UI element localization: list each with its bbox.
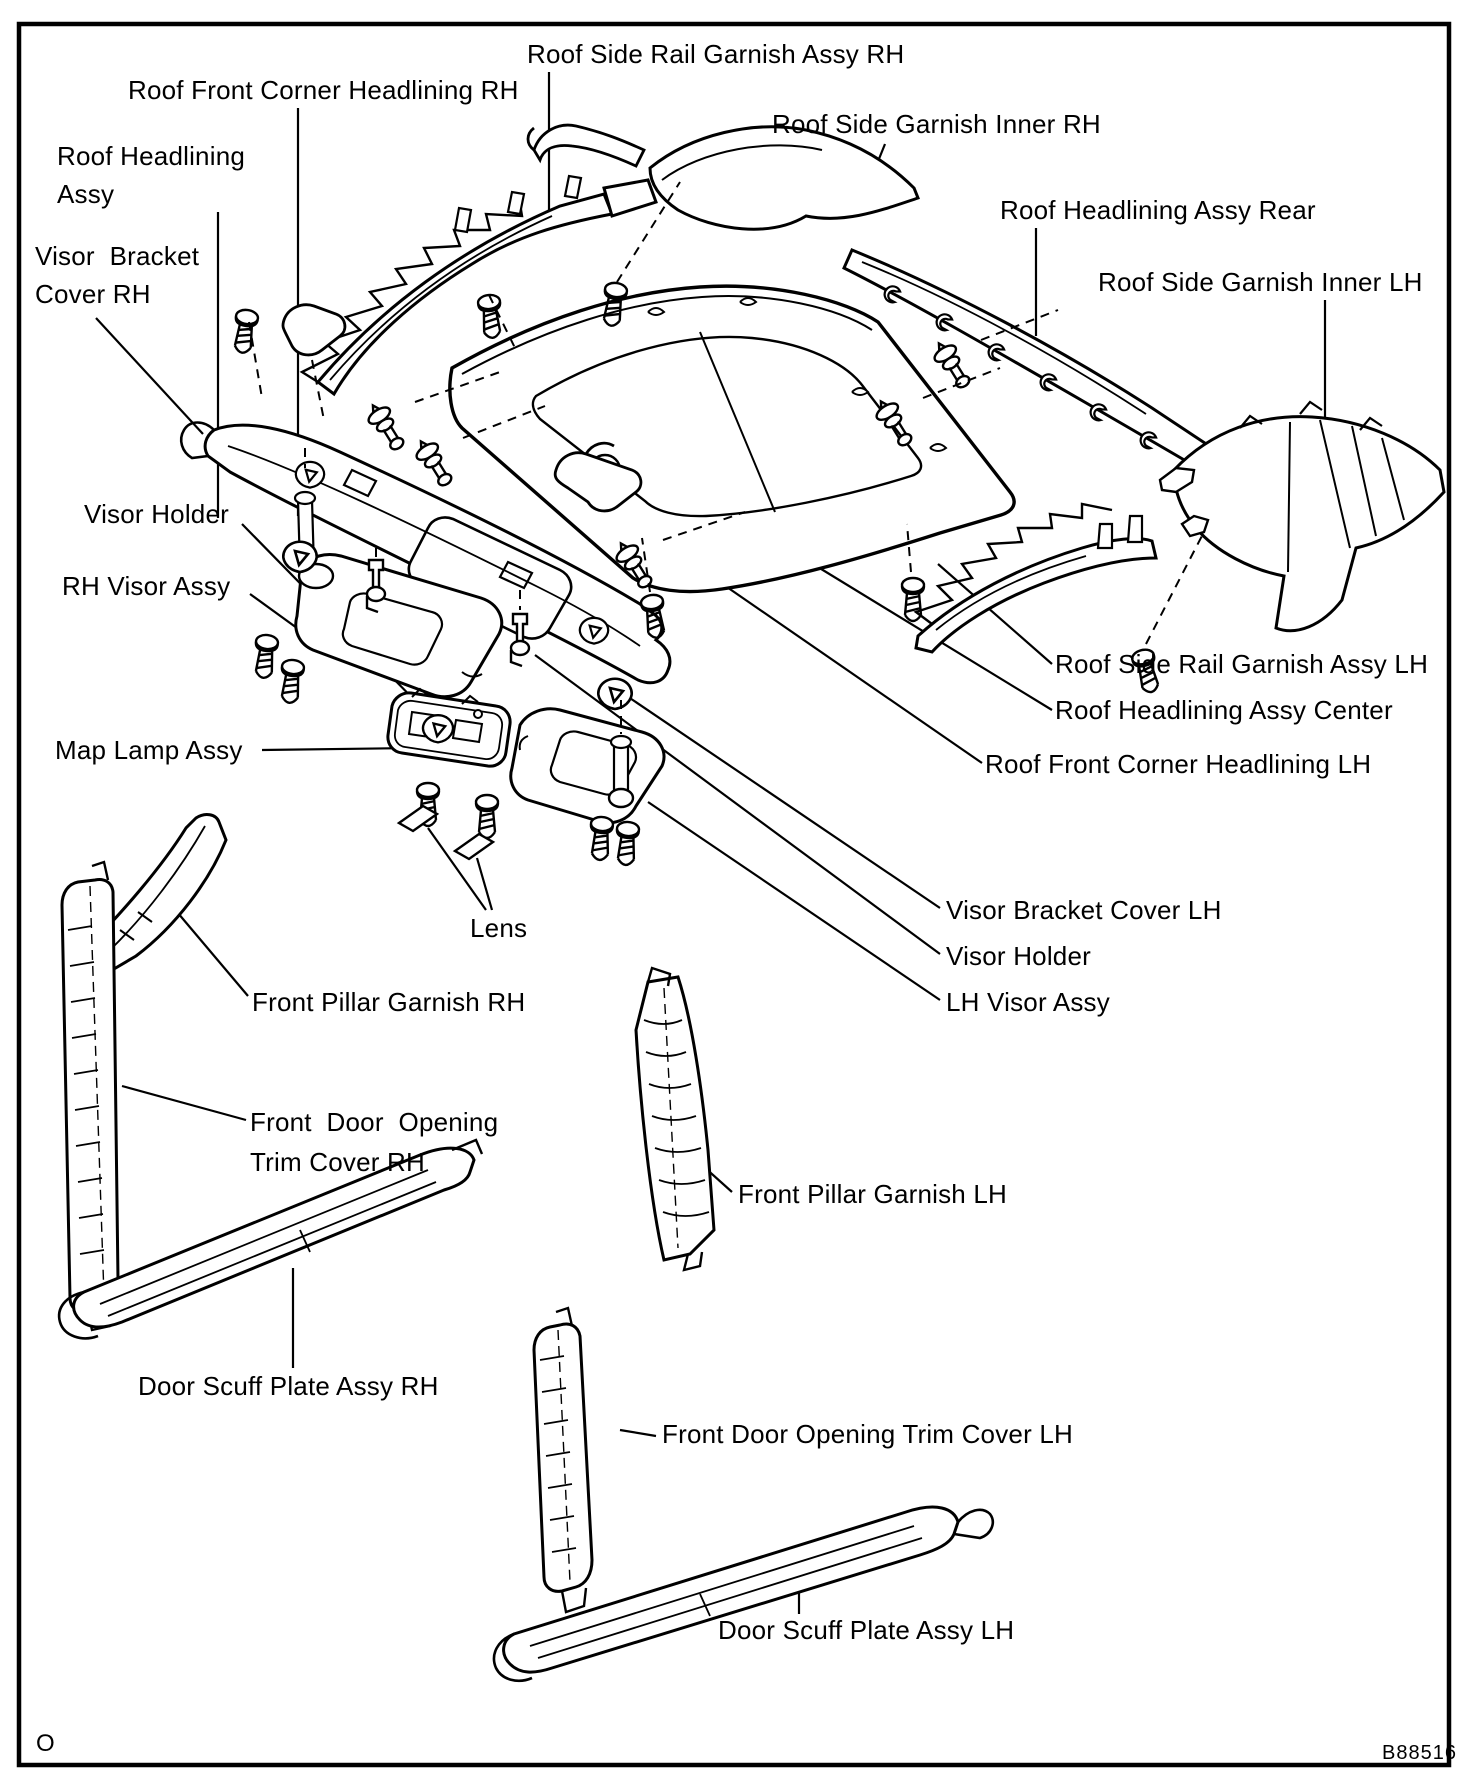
- label-front-pillar-garnish-lh: Front Pillar Garnish LH: [738, 1179, 1008, 1209]
- label-visor-holder-rh: Visor Holder: [84, 499, 229, 529]
- push-pin: [411, 435, 458, 490]
- part-roof-side-garnish-inner-lh: [1174, 402, 1444, 631]
- label-visor-holder-lh: Visor Holder: [946, 941, 1091, 971]
- label-roof-headlining-assy-center: Roof Headlining Assy Center: [1055, 695, 1393, 725]
- label-roof-front-corner-headlining-lh: Roof Front Corner Headlining LH: [985, 749, 1372, 779]
- label-roof-side-rail-garnish-assy-rh: Roof Side Rail Garnish Assy RH: [527, 39, 905, 69]
- label-front-door-opening-trim-cover-rh-line1: Front Door Opening: [250, 1107, 499, 1137]
- label-roof-side-rail-garnish-assy-lh: Roof Side Rail Garnish Assy LH: [1055, 649, 1429, 679]
- push-pin: [363, 399, 410, 454]
- part-lens-1: [399, 806, 437, 831]
- visor-holder-clip-strip: [423, 715, 453, 742]
- label-rh-visor-assy: RH Visor Assy: [62, 571, 231, 601]
- part-front-pillar-garnish-lh: [636, 968, 714, 1270]
- label-roof-front-corner-headlining-rh: Roof Front Corner Headlining RH: [128, 75, 519, 105]
- label-visor-bracket-cover-rh-line1: Visor Bracket: [35, 241, 200, 271]
- label-roof-headlining-assy-line1: Roof Headlining: [57, 141, 246, 171]
- visor-holder-clip-lh: [598, 679, 631, 709]
- part-top-strap-bracket: [528, 125, 644, 166]
- label-visor-bracket-cover-lh: Visor Bracket Cover LH: [946, 895, 1222, 925]
- screw: [231, 309, 259, 355]
- screw: [252, 634, 278, 679]
- part-roof-side-garnish-inner-rh: [650, 127, 918, 229]
- strip-socket-rh: [296, 462, 324, 488]
- label-front-door-opening-trim-cover-lh: Front Door Opening Trim Cover LH: [662, 1419, 1073, 1449]
- label-lens: Lens: [470, 913, 528, 943]
- screw: [902, 578, 924, 621]
- label-visor-bracket-cover-rh-line2: Cover RH: [35, 279, 151, 309]
- part-front-door-opening-trim-cover-lh: [534, 1308, 592, 1612]
- label-lh-visor-assy: LH Visor Assy: [946, 987, 1110, 1017]
- part-lens-2: [455, 834, 493, 859]
- part-front-door-opening-trim-cover-rh: [62, 862, 118, 1330]
- label-door-scuff-plate-assy-lh: Door Scuff Plate Assy LH: [718, 1615, 1015, 1645]
- label-door-scuff-plate-assy-rh: Door Scuff Plate Assy RH: [138, 1371, 439, 1401]
- strip-socket-lh: [580, 618, 608, 644]
- figure-code: B88516: [1382, 1742, 1457, 1764]
- screw: [615, 821, 640, 865]
- visor-holder-clip-rh: [283, 542, 316, 572]
- screw: [476, 795, 498, 838]
- label-map-lamp-assy: Map Lamp Assy: [55, 735, 243, 765]
- label-front-pillar-garnish-rh: Front Pillar Garnish RH: [252, 987, 526, 1017]
- label-front-door-opening-trim-cover-rh-line2: Trim Cover RH: [250, 1147, 425, 1177]
- screw: [589, 816, 614, 860]
- part-lh-visor-assy: [511, 709, 664, 823]
- label-roof-headlining-assy-rear: Roof Headlining Assy Rear: [1000, 195, 1316, 225]
- corner-mark: O: [36, 1730, 55, 1757]
- label-roof-side-garnish-inner-rh: Roof Side Garnish Inner RH: [772, 109, 1101, 139]
- label-roof-side-garnish-inner-lh: Roof Side Garnish Inner LH: [1098, 267, 1423, 297]
- stud-pin-lh: [511, 614, 529, 666]
- label-roof-headlining-assy-line2: Assy: [57, 179, 115, 209]
- push-pin: [929, 337, 976, 392]
- screw: [278, 659, 304, 704]
- part-roof-front-corner-headlining-rh: [283, 305, 345, 355]
